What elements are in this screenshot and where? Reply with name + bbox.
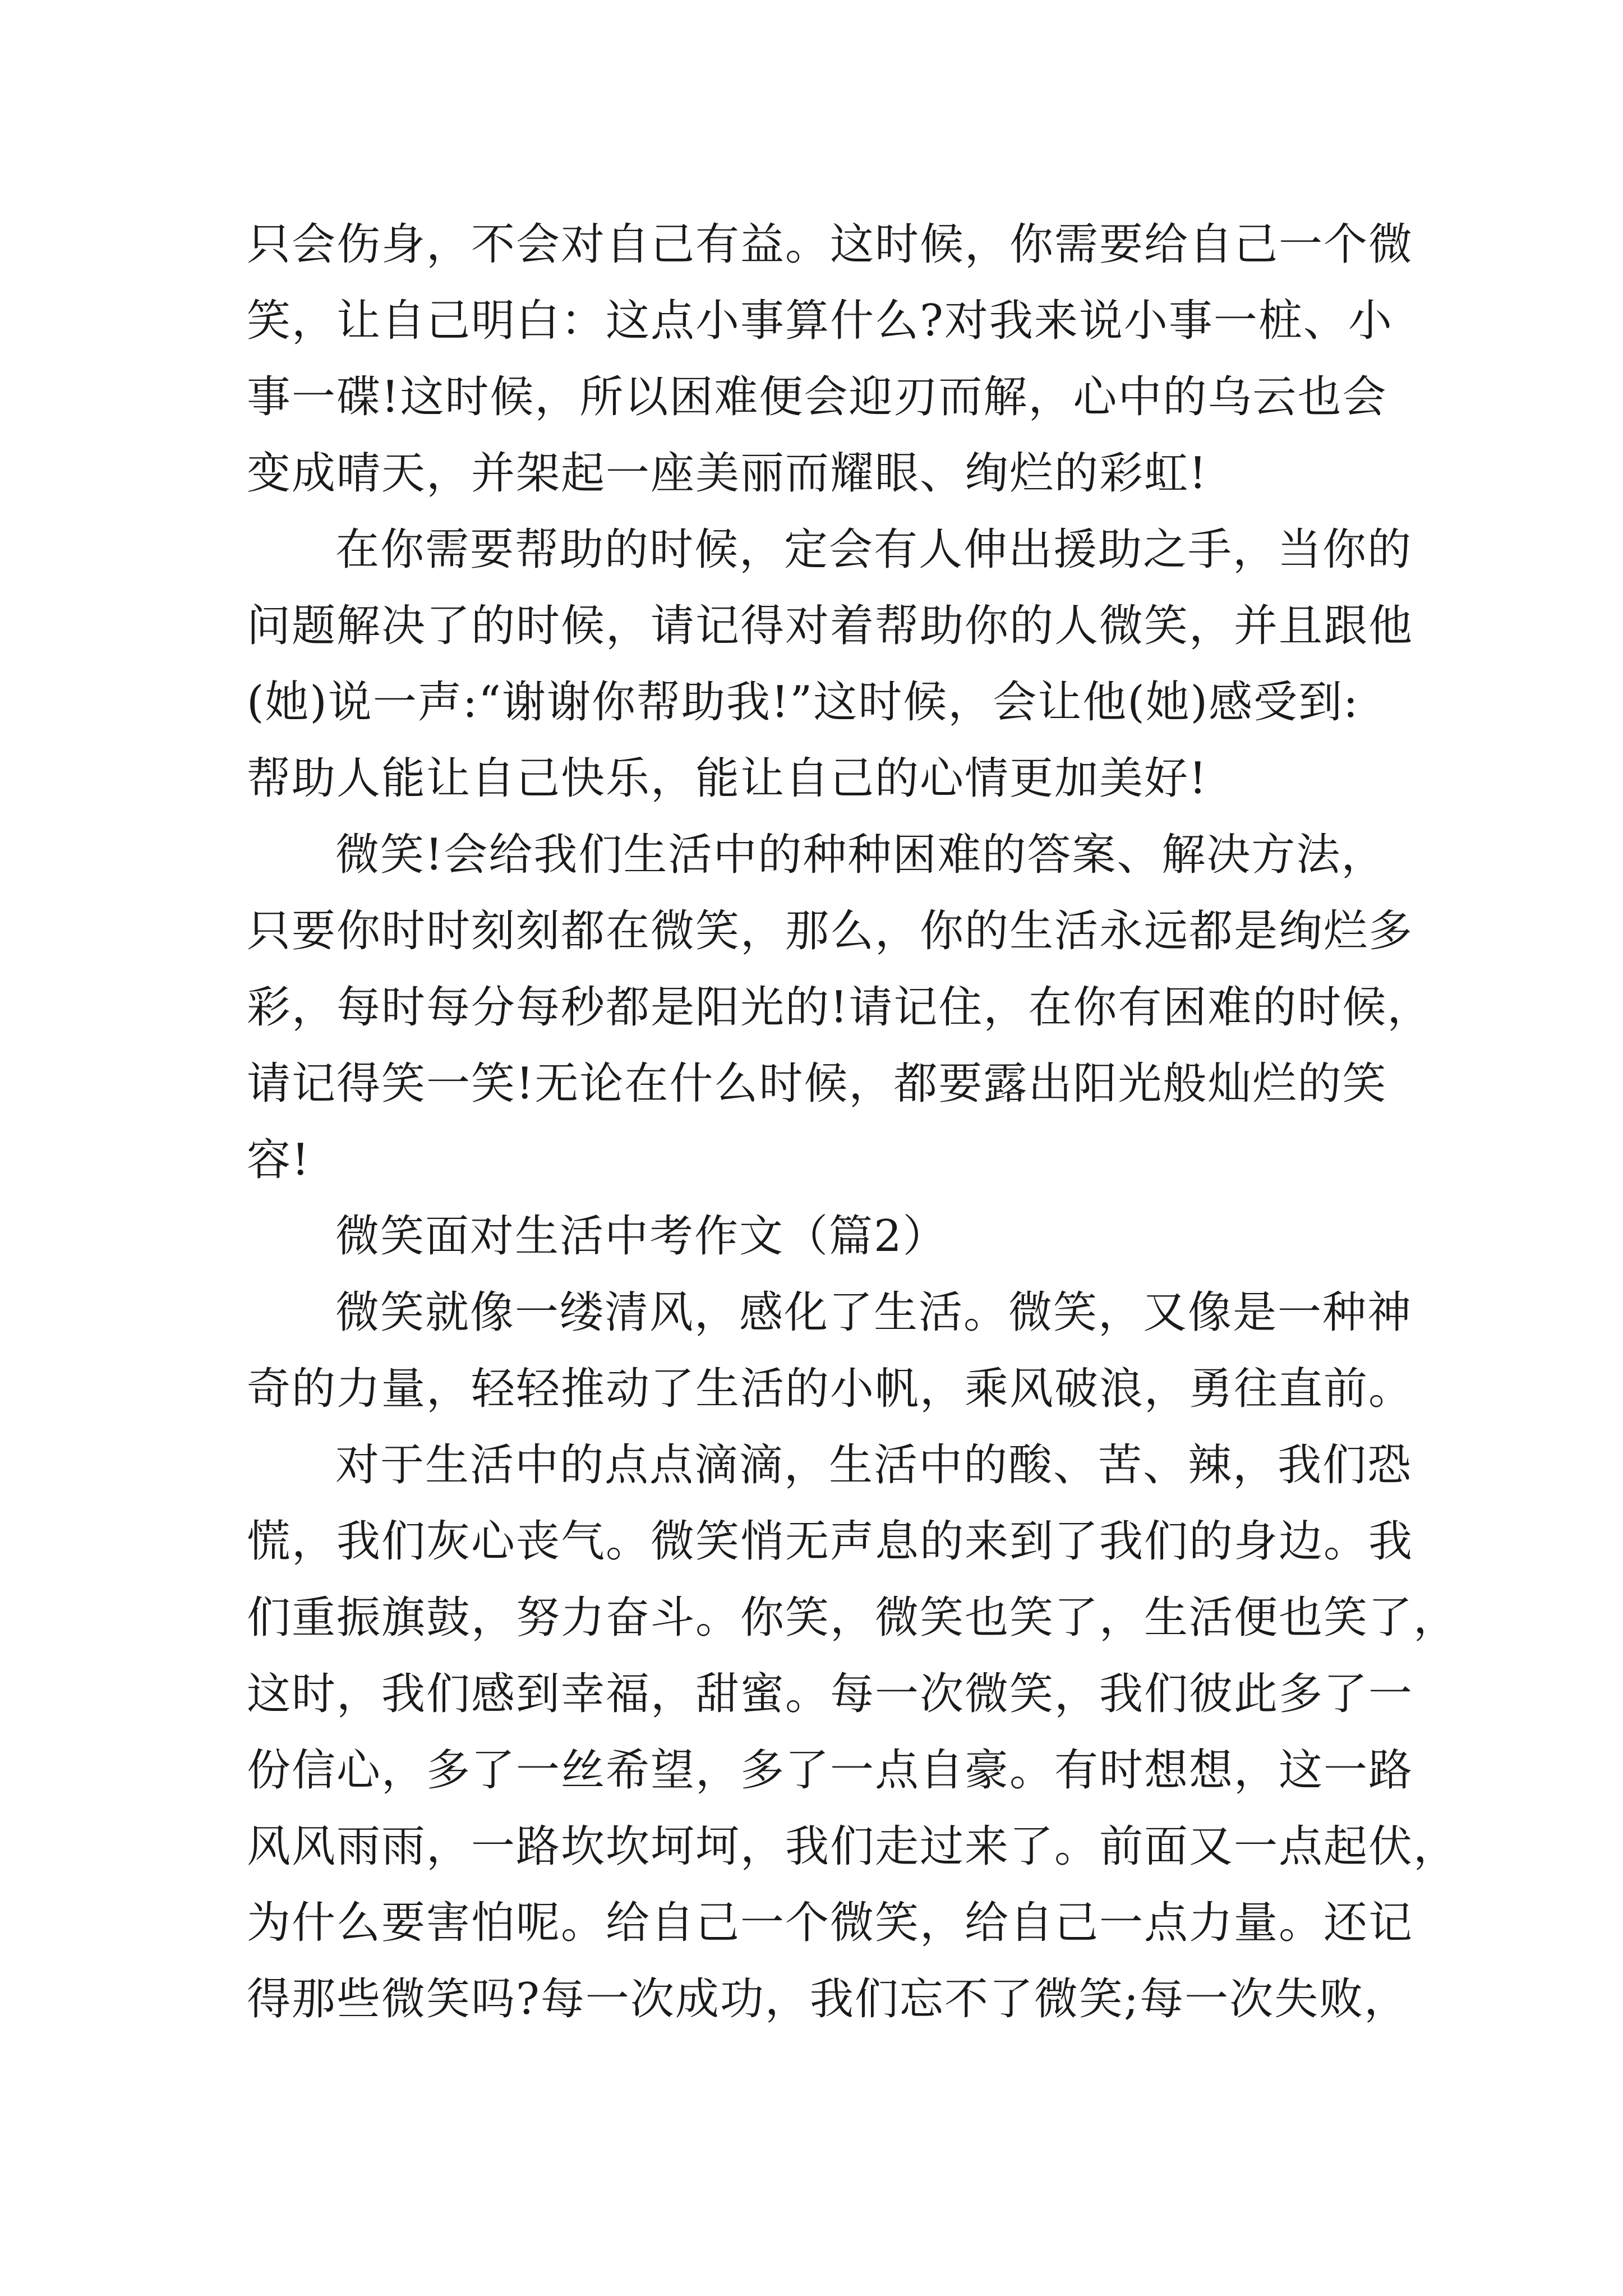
- text-line: 彩，每时每分每秒都是阳光的!请记住，在你有困难的时候，: [247, 982, 1432, 1033]
- text-line: 只会伤身，不会对自己有益。这时候，你需要给自己一个微: [247, 219, 1414, 270]
- text-line: (她)说一声:“谢谢你帮助我!”这时候，会让他(她)感受到:: [247, 677, 1359, 728]
- text-line: 微笑!会给我们生活中的种种困难的答案、解决方法，: [335, 830, 1386, 880]
- text-line: 对于生活中的点点滴滴，生活中的酸、苦、辣，我们恐: [335, 1440, 1413, 1490]
- text-line: 慌，我们灰心丧气。微笑悄无声息的来到了我们的身边。我: [247, 1516, 1414, 1567]
- text-line: 这时，我们感到幸福，甜蜜。每一次微笑，我们彼此多了一: [247, 1669, 1414, 1719]
- text-line: 在你需要帮助的时候，定会有人伸出援助之手，当你的: [335, 524, 1413, 575]
- text-line: 们重振旗鼓，努力奋斗。你笑，微笑也笑了，生活便也笑了，: [247, 1593, 1459, 1643]
- text-line: 变成晴天，并架起一座美丽而耀眼、绚烂的彩虹!: [247, 448, 1208, 499]
- text-line: 为什么要害怕呢。给自己一个微笑，给自己一点力量。还记: [247, 1898, 1414, 1948]
- text-line: 帮助人能让自己快乐，能让自己的心情更加美好!: [247, 753, 1208, 804]
- text-line: 问题解决了的时候，请记得对着帮助你的人微笑，并且跟他: [247, 601, 1414, 651]
- text-line: 得那些微笑吗?每一次成功，我们忘不了微笑;每一次失败，: [247, 1974, 1409, 2024]
- text-line: 风风雨雨，一路坎坎坷坷，我们走过来了。前面又一点起伏，: [247, 1821, 1459, 1872]
- text-line: 奇的力量，轻轻推动了生活的小帆，乘风破浪，勇往直前。: [247, 1364, 1414, 1414]
- text-line: 微笑面对生活中考作文（篇2）: [335, 1211, 948, 1262]
- text-line: 微笑就像一缕清风，感化了生活。微笑，又像是一种神: [335, 1287, 1413, 1338]
- text-line: 请记得笑一笑!无论在什么时候，都要露出阳光般灿烂的笑: [247, 1059, 1387, 1109]
- text-line: 只要你时时刻刻都在微笑，那么，你的生活永远都是绚烂多: [247, 906, 1414, 956]
- body-text: [247, 206, 1459, 2037]
- text-line: 份信心，多了一丝希望，多了一点自豪。有时想想，这一路: [247, 1745, 1414, 1796]
- text-line: 事一碟!这时候，所以困难便会迎刃而解，心中的乌云也会: [247, 372, 1387, 422]
- text-line: 容!: [247, 1135, 311, 1185]
- text-line: 笑，让自己明白：这点小事算什么?对我来说小事一桩、小: [247, 296, 1393, 346]
